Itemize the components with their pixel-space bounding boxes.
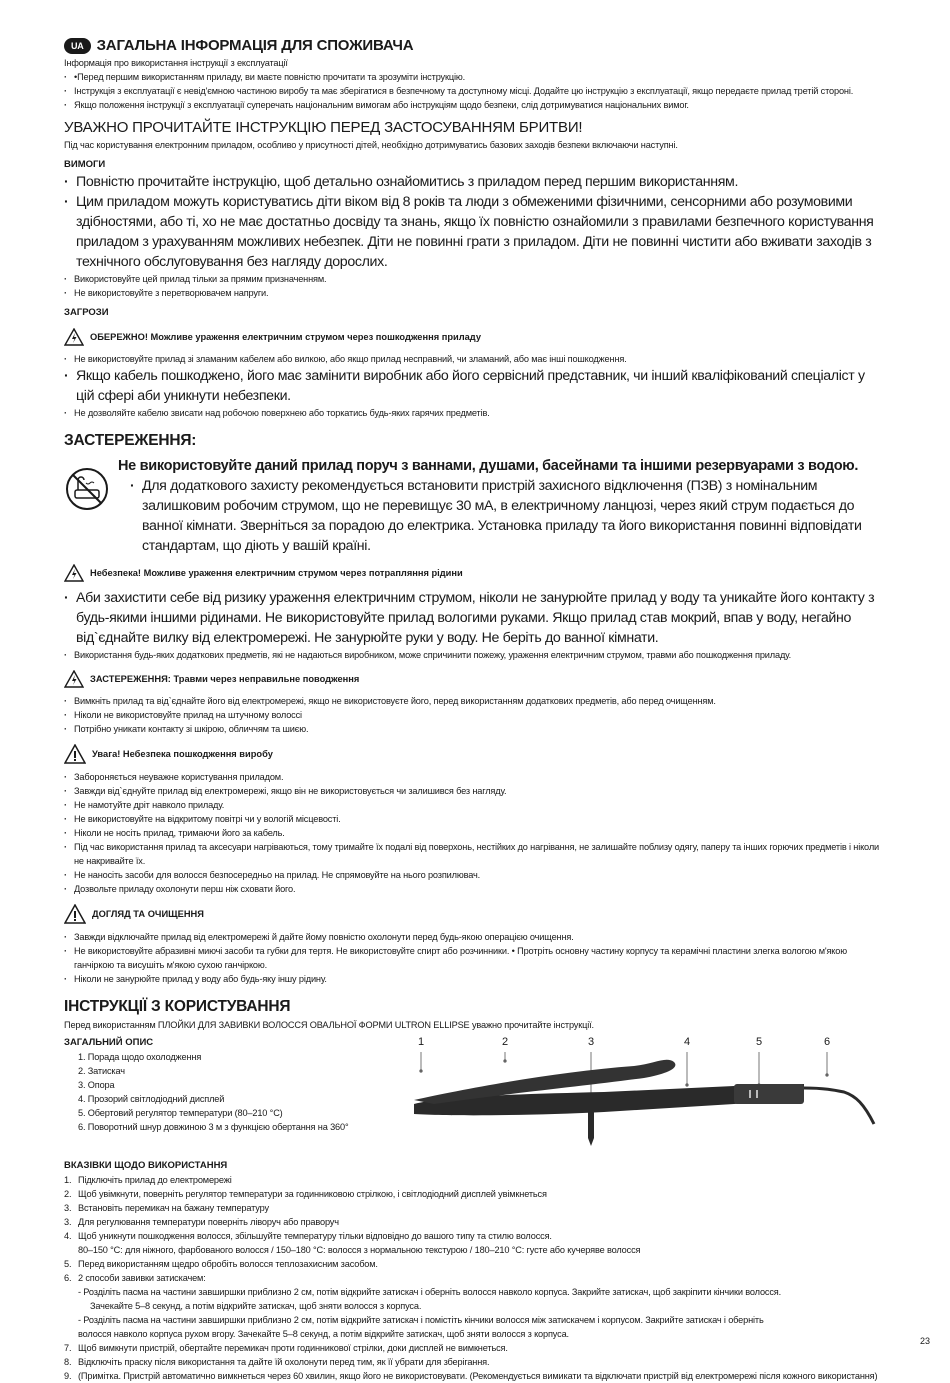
language-badge: UA <box>64 38 91 54</box>
section-title-general <box>64 36 884 56</box>
list-item: · Завжди від`єднуйте прилад від електромережі, якщо він не використовується чи залишився без нагляду. <box>64 784 884 798</box>
list-item: · Не використовуйте з перетворювачем напруги. <box>64 286 884 300</box>
threats-big-list <box>64 366 884 406</box>
list-item: · Аби захистити себе від ризику ураження електричним струмом, ніколи не занурюйте прилад у воду та уникайте його контакту з будь-якими іншими рідинами. Не використовуйте прилад вологими руками. Якщо прилад став мокрий, впав у воду, негайно від`єднайте вилку від електромережі. Не занурюйте руки у воду. Не беріть до ванної кімнати. <box>64 588 884 648</box>
page-number: 23 <box>919 1336 930 1346</box>
curling-iron-figure <box>404 1034 884 1159</box>
general-list <box>64 70 884 112</box>
list-item: · Під час використання прилад та аксесуари нагріваються, тому тримайте їх подалі від поверхонь, нестійких до нагрівання, не залишайте поблизу одягу, паперу та інших горючих предметів і ніколи не накривайте їх. <box>64 840 884 868</box>
requirements-title: ВИМОГИ <box>64 159 106 170</box>
warning-text: Небезпека! Можливе ураження електричним струмом через потрапляння рідини <box>90 568 463 578</box>
step-text: 2 способи завивки затискачем: <box>78 1273 206 1283</box>
damage-list <box>64 770 884 896</box>
bath-warning <box>64 456 884 556</box>
step-number: 9. <box>64 1371 72 1381</box>
liquid-big-list <box>64 588 884 648</box>
usage-title: ВКАЗІВКИ ЩОДО ВИКОРИСТАННЯ <box>64 1160 228 1171</box>
read-title: УВАЖНО ПРОЧИТАЙТЕ ІНСТРУКЦІЮ ПЕРЕД ЗАСТОСУВАННЯМ БРИТВИ! <box>64 119 583 136</box>
electric-warning-icon <box>64 670 84 688</box>
list-item: 2. Затискач <box>78 1066 125 1076</box>
list-item: 4. Прозорий світлодіодний дисплей <box>78 1094 225 1104</box>
description-list <box>64 1050 404 1134</box>
list-item: · Дозвольте приладу охолонути перш ніж сховати його. <box>64 882 884 896</box>
warning-liquid <box>64 564 884 582</box>
requirements-small-list <box>64 272 884 300</box>
description-title: ЗАГАЛЬНИЙ ОПИС <box>64 1037 154 1048</box>
curling-iron-icon <box>404 1034 884 1159</box>
warning-injury <box>64 670 884 688</box>
step-text: Щоб увімкнути, поверніть регулятор температури за годинниковою стрілкою, і світлодіодний дисплей увімкнеться <box>78 1189 547 1199</box>
list-item: · Інструкція з експлуатації є невід'ємною частиною виробу та має зберігатися в безпечному та доступному місці. Додайте цю інструкцію з експлуатації, якщо передаєте прилад третій стороні. <box>64 84 884 98</box>
threats-list-1 <box>64 352 884 366</box>
callout-4: 4 <box>684 1036 691 1048</box>
threats-title: ЗАГРОЗИ <box>64 307 109 318</box>
page-content <box>64 36 884 1383</box>
list-item: · Якщо положення інструкції з експлуатації суперечать національним вимогам або інструкціям щодо безпеки, слід дотримуватися національних вимог. <box>64 98 884 112</box>
usage-steps-2 <box>64 1257 884 1285</box>
instructions-intro: Перед використанням ПЛОЙКИ ДЛЯ ЗАВИВКИ ВОЛОССЯ ОВАЛЬНОЇ ФОРМИ ULTRON ELLIPSE уважно прочитайте інструкції. <box>64 1020 594 1030</box>
list-item: · Використовуйте цей прилад тільки за прямим призначенням. <box>64 272 884 286</box>
step-number: 2. <box>64 1189 72 1199</box>
list-item: · Якщо кабель пошкоджено, його має замінити виробник або його сервісний представник, чи інший кваліфікований спеціаліст у цій сфері аби уникнути небезпеки. <box>64 366 884 406</box>
list-item: · Забороняється неуважне користування приладом. <box>64 770 884 784</box>
care-list <box>64 930 884 986</box>
usage-steps <box>64 1173 884 1243</box>
list-item <box>64 1173 884 1187</box>
temperature-guide: 80–150 °C: для ніжного, фарбованого волосся / 150–180 °C: волосся з нормальною текстурою / 180–210 °C: густе або кучеряве волосся <box>78 1245 641 1255</box>
warning-text: ОБЕРЕЖНО! Можливе ураження електричним струмом через пошкодження приладу <box>90 332 481 342</box>
list-item <box>64 1201 884 1215</box>
step-number: 4. <box>64 1231 72 1241</box>
requirements-big-list <box>64 172 884 272</box>
list-item <box>64 1187 884 1201</box>
curl-method-2: - Розділіть пасма на частини завширшки приблизно 2 см, потім відкрийте затискач і помістіть кінчики волосся між затискачем і корпусом. Закрийте затискач і оберніть <box>78 1315 764 1325</box>
bath-list <box>130 476 884 556</box>
callout-1: 1 <box>418 1036 425 1048</box>
warning-electric-damage <box>64 328 884 346</box>
cautions-title: ЗАСТЕРЕЖЕННЯ: <box>64 432 197 449</box>
electric-warning-icon <box>64 328 84 346</box>
step-number: 5. <box>64 1259 72 1269</box>
list-item: · Не використовуйте на відкритому повітрі чи у вологій місцевості. <box>64 812 884 826</box>
list-item: · Не використовуйте прилад зі зламаним кабелем або вилкою, або якщо прилад несправний, чи зламаний, або має інші пошкодження. <box>64 352 884 366</box>
step-number: 3. <box>64 1203 72 1213</box>
warning-damage <box>64 744 884 764</box>
step-text: Щоб уникнути пошкодження волосся, збільшуйте температуру тільки відповідно до вашого типу та стилю волосся. <box>78 1231 552 1241</box>
callout-2: 2 <box>502 1036 509 1048</box>
bath-heading: Не використовуйте даний прилад поруч з ваннами, душами, басейнами та іншими резервуарами з водою. <box>118 458 859 474</box>
threats-list-2 <box>64 406 884 420</box>
callout-6: 6 <box>824 1036 831 1048</box>
step-text: Відключіть праску після використання та дайте їй охолонути перед тим, як її убрати для зберігання. <box>78 1357 490 1367</box>
step-text: Підключіть прилад до електромережі <box>78 1175 232 1185</box>
list-item <box>64 1229 884 1243</box>
warning-text: ЗАСТЕРЕЖЕННЯ: Травми через неправильне поводження <box>90 674 360 684</box>
no-bath-icon <box>64 466 110 512</box>
step-number: 3. <box>64 1217 72 1227</box>
list-item: · Ніколи не занурюйте прилад у воду або будь-яку іншу рідину. <box>64 972 884 986</box>
warning-text: ДОГЛЯД ТА ОЧИЩЕННЯ <box>92 909 204 919</box>
list-item: · Цим приладом можуть користуватись діти віком від 8 років та люди з обмеженими фізичними, сенсорними або розумовими здібностями, або ті, хо не має достатньо досвіду та знань, якщо їх повністю ознайомили з правилами безпечного користування приладом з урахуванням можливих небезпек. Діти не повинні грати з приладом. Діти не повинні чистити або вживати заходів з технічного обслуговування без нагляду дорослих. <box>64 192 884 272</box>
step-text: Перед використанням щедро обробіть волосся теплозахисним засобом. <box>78 1259 378 1269</box>
exclamation-warning-icon <box>64 904 86 924</box>
read-text: Під час користування електронним приладом, особливо у присутності дітей, необхідно дотримуватись базових заходів безпеки включаючи наступні. <box>64 140 678 150</box>
electric-warning-icon <box>64 564 84 582</box>
list-item: · Вимкніть прилад та від`єднайте його від електромережі, якщо не використовуєте його, перед використанням додаткових предметів, або перед очищенням. <box>64 694 884 708</box>
list-item: · Не дозволяйте кабелю звисати над робочою поверхнею або торкатись будь-яких гарячих предметів. <box>64 406 884 420</box>
list-item <box>64 1369 884 1383</box>
list-item: · Не наносіть засоби для волосся безпосередньо на прилад. Не спрямовуйте на нього розпилювач. <box>64 868 884 882</box>
list-item: · Ніколи не носіть прилад, тримаючи його за кабель. <box>64 826 884 840</box>
list-item <box>64 1271 884 1285</box>
step-text: Щоб вимкнути пристрій, обертайте перемикач проти годинникової стрілки, доки дисплей не вимкнеться. <box>78 1343 508 1353</box>
list-item: · Не намотуйте дріт навколо приладу. <box>64 798 884 812</box>
list-item: · Не використовуйте абразивні миючі засоби та губки для тертя. Не використовуйте спирт або розчинники. • Протріть основну частину корпусу та керамічні пластини злегка вологою м'якою ганчіркою та висушіть м'якою сухою ганчіркою. <box>64 944 884 972</box>
callout-3: 3 <box>588 1036 595 1048</box>
warning-text: Увага! Небезпека пошкодження виробу <box>92 749 273 759</box>
curl-method-1: - Розділіть пасма на частини завширшки приблизно 2 см, потім відкрийте затискач і оберніть волосся навколо корпуса. Закрийте затискач, щоб закріпити кінчики волосся. <box>78 1287 782 1297</box>
list-item: · •Перед першим використанням приладу, ви маєте повністю прочитати та зрозуміти інструкцію. <box>64 70 884 84</box>
list-item: · Ніколи не використовуйте прилад на штучному волоссі <box>64 708 884 722</box>
list-item <box>64 1341 884 1355</box>
list-item: 6. Поворотний шнур довжиною 3 м з функцією обертання на 360° <box>78 1122 349 1132</box>
curl-method-1b: Зачекайте 5–8 секунд, а потім відкрийте затискач, щоб зняти волосся з корпуса. <box>90 1301 422 1311</box>
list-item <box>64 1215 884 1229</box>
list-item: 1. Порада щодо охолодження <box>78 1052 202 1062</box>
usage-steps-3 <box>64 1341 884 1383</box>
step-text: (Примітка. Пристрій автоматично вимкнеться через 60 хвилин, якщо його не використовувати. (Рекомендується вимикати та відключати пристрій від електромережі після кожного використання) <box>78 1371 878 1381</box>
exclamation-warning-icon <box>64 744 86 764</box>
list-item: 5. Обертовий регулятор температури (80–210 °C) <box>78 1108 283 1118</box>
list-item: · Для додаткового захисту рекомендується встановити пристрій захисного відключення (ПЗВ) з номінальним залишковим робочим струмом, що не перевищує 30 мА, в електричному ланцюзі, через який струм подається до ванної кімнати. Зверніться за порадою до електрика. Установка приладу та його використання повинні відповідати стандартам, що діють у вашій країні. <box>130 476 884 556</box>
step-number: 1. <box>64 1175 72 1185</box>
injury-list <box>64 694 884 736</box>
general-description <box>64 1034 884 1159</box>
instructions-title: ІНСТРУКЦІЇ З КОРИСТУВАННЯ <box>64 998 291 1015</box>
liquid-small-list <box>64 648 884 662</box>
list-item: · Потрібно уникати контакту зі шкірою, обличчям та шиєю. <box>64 722 884 736</box>
step-text: Встановіть перемикач на бажану температуру <box>78 1203 269 1213</box>
general-title: ЗАГАЛЬНА ІНФОРМАЦІЯ ДЛЯ СПОЖИВАЧА <box>96 37 414 54</box>
list-item: 3. Опора <box>78 1080 115 1090</box>
list-item: · Використання будь-яких додаткових предметів, які не надаються виробником, може спричинити пожежу, ураження електричним струмом, травми або пошкодження приладу. <box>64 648 884 662</box>
step-number: 6. <box>64 1273 72 1283</box>
step-text: Для регулювання температури поверніть ліворуч або праворуч <box>78 1217 339 1227</box>
list-item: · Повністю прочитайте інструкцію, щоб детально ознайомитись з приладом перед першим використанням. <box>64 172 884 192</box>
callout-5: 5 <box>756 1036 763 1048</box>
list-item: · Завжди відключайте прилад від електромережі й дайте йому повністю охолонути перед будь-якою операцією очищення. <box>64 930 884 944</box>
list-item <box>64 1355 884 1369</box>
warning-care <box>64 904 884 924</box>
step-number: 7. <box>64 1343 72 1353</box>
curl-method-2b: волосся навколо корпуса рухом вгору. Зачекайте 5–8 секунд, а потім відкрийте затискач, щоб зняти волосся з корпуса. <box>78 1329 569 1339</box>
step-number: 8. <box>64 1357 72 1367</box>
general-subtitle: Інформація про використання інструкції з експлуатації <box>64 58 288 68</box>
list-item <box>64 1257 884 1271</box>
